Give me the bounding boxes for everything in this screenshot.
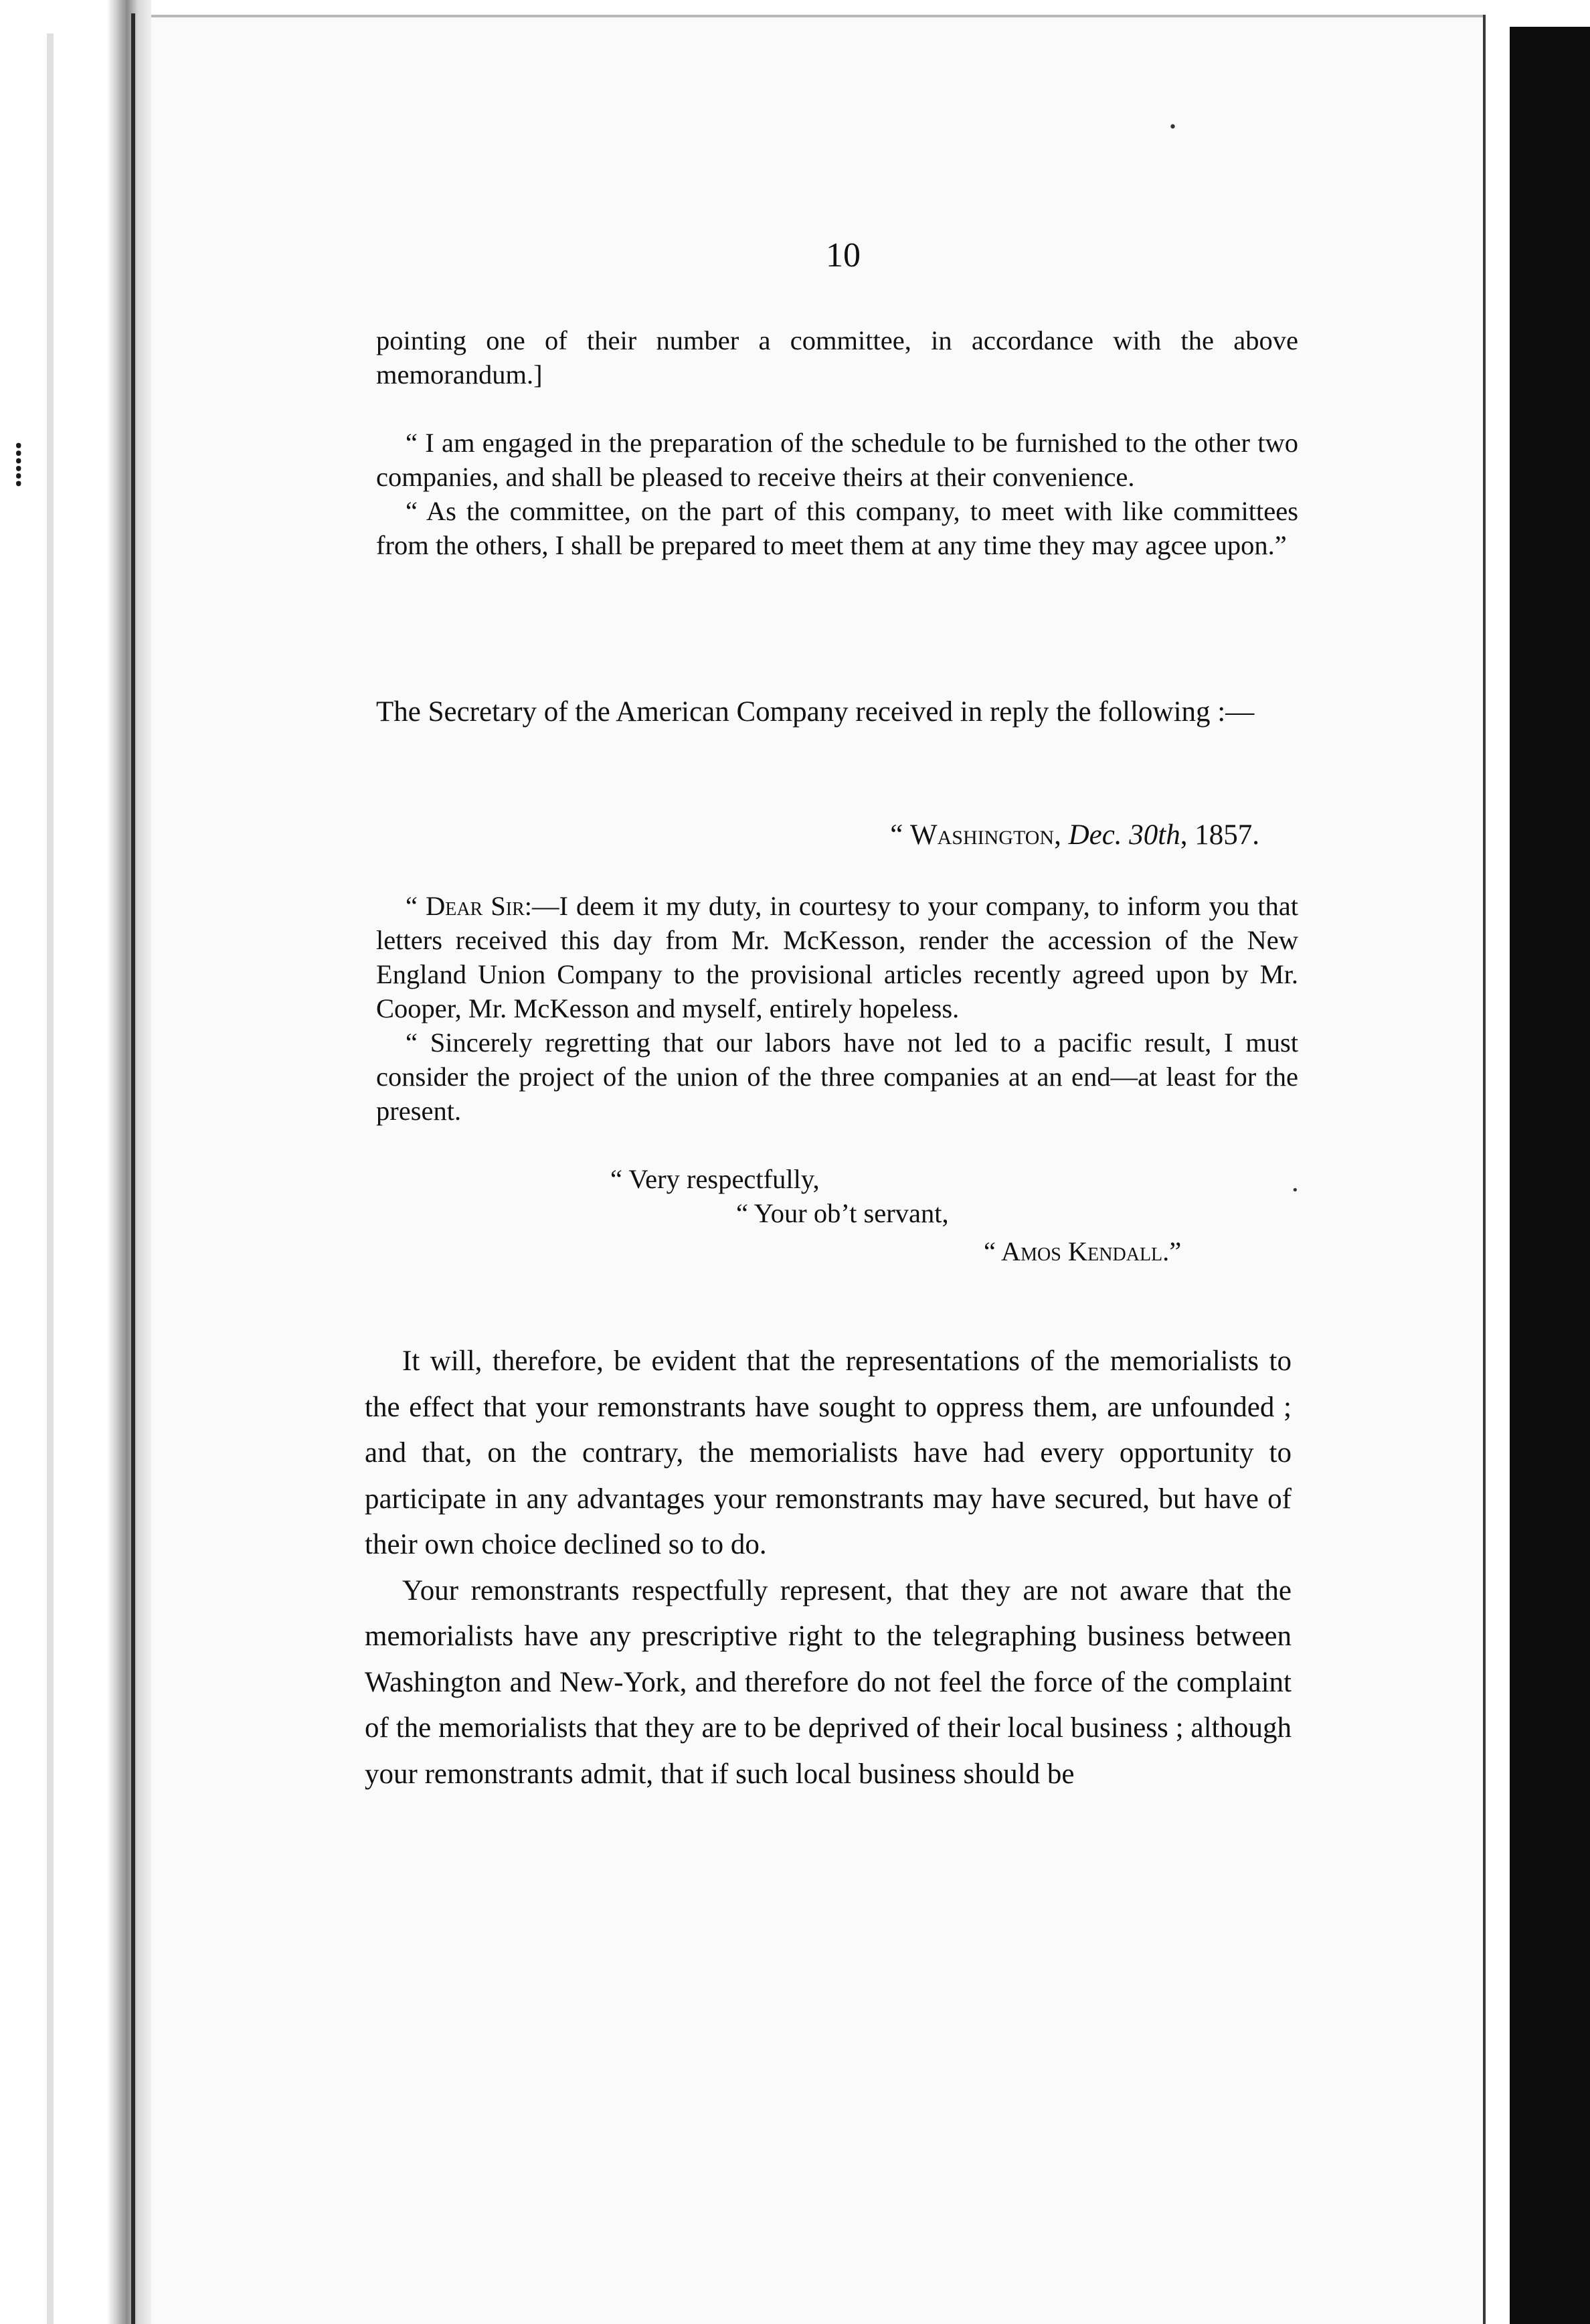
body-paragraph: It will, therefore, be evident that the representations of the memorialists to the effect that your remonstrants have sought to oppress them, are unfounded ; and that, on the contrary, the memorialists have had every opportunity to participate in any advantages your remonstrants may have secured, but have of their own choice declined so to do. bbox=[365, 1345, 1292, 1560]
scan-speck: • bbox=[1292, 1183, 1299, 1197]
date-place: Washington bbox=[910, 819, 1055, 851]
letter-one-paragraph: “ I am engaged in the preparation of the schedule to be furnished to the other two companies, and shall be pleased to receive theirs at their convenience. bbox=[376, 428, 1298, 492]
intro-paragraph: The Secretary of the American Company received in reply the following :— bbox=[376, 696, 1255, 728]
date-quote: “ bbox=[890, 819, 911, 851]
letter-two-closing: “ Very respectfully, bbox=[610, 1164, 820, 1194]
letter-two-date-line bbox=[376, 819, 1259, 851]
date-day: Dec. 30th bbox=[1068, 819, 1180, 851]
scan-speck: • bbox=[1168, 119, 1177, 136]
letter-two-body bbox=[376, 889, 1298, 1128]
letter-two-paragraph: “ Sincerely regretting that our labors have not led to a pacific result, I must consider the project of the union of the three companies at an end—at least for the present. bbox=[376, 1027, 1298, 1126]
date-separator: , bbox=[1054, 819, 1069, 851]
scan-border-right bbox=[1510, 27, 1590, 2324]
date-year: , 1857. bbox=[1180, 819, 1259, 851]
book-binding-shadow bbox=[107, 0, 151, 2324]
body-text bbox=[365, 1339, 1292, 1797]
letter-two-signature: “ Amos Kendall.” bbox=[984, 1236, 1182, 1266]
page-edge-right bbox=[1483, 15, 1486, 2324]
letter-one-paragraph: “ As the committee, on the part of this company, to meet with like committees from the others, I shall be prepared to meet them at any time they may agcee upon.” bbox=[376, 496, 1298, 560]
memorandum-end-paragraph: pointing one of their number a committee, in accordance with the above memorandum.] bbox=[376, 325, 1298, 390]
letter-one bbox=[376, 426, 1298, 562]
letter-two-paragraph bbox=[376, 889, 1298, 1025]
body-paragraph: Your remonstrants respectfully represent, that they are not aware that the memorialists have any prescriptive right to the telegraphing business between Washington and New-York, and therefore do not feel the force of the complaint of the memorialists that they are to be deprived of their local business ; although your remonstrants admit, that if such local business should be bbox=[365, 1574, 1292, 1790]
page-number: 10 bbox=[826, 236, 861, 274]
binding-line bbox=[131, 13, 135, 2324]
letter-two-paragraph-text: :—I deem it my duty, in courtesy to your company, to inform you that letters received this day from Mr. McKesson, render the accession of the New England Union Company to the provisional articles recently agreed upon by Mr. Cooper, Mr. McKesson and myself, entirely hopeless. bbox=[376, 891, 1298, 1023]
letter-two-closing: “ Your ob’t servant, bbox=[736, 1198, 949, 1228]
letter-two-salutation: “ Dear Sir bbox=[406, 891, 525, 921]
page-edge-left bbox=[47, 33, 54, 2324]
scan-artifact-mark: ⸽ bbox=[13, 441, 24, 488]
memorandum-end-text bbox=[376, 323, 1298, 392]
